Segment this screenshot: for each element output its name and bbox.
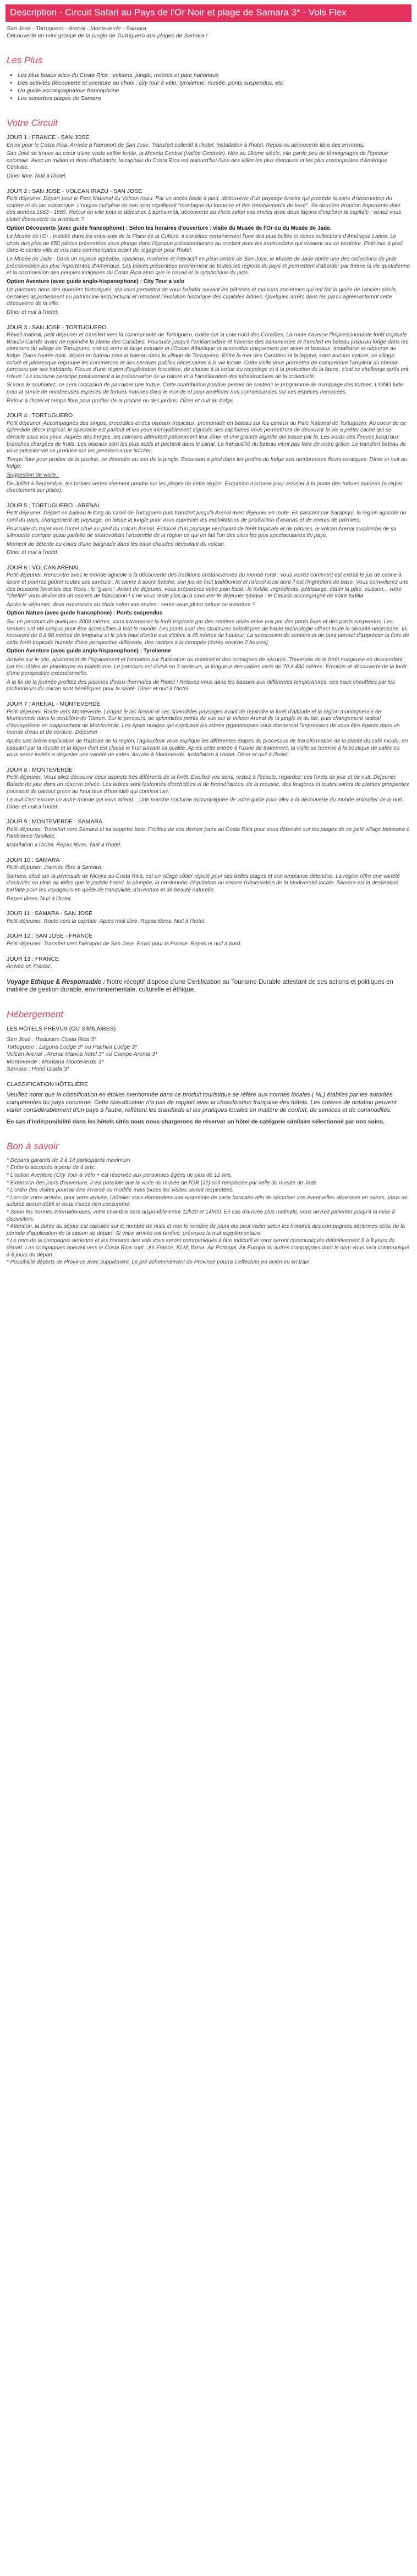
day-paragraph: Option Découverte (avec guide francophone) : Selon les horaires d'ouverture : visite du Musée de l'Or ou du Musée de Jade. [7,225,332,231]
section-heading-circuit: Votre Circuit [7,118,58,128]
day-title: JOUR 5 : TORTUGUERO - ARENAL [7,502,101,509]
note-item: * Selon les normes internationales, votre chambre sera disponible entre 12h30 et 14h00. En cas d'arrivée plus matinale, vous devrez patienter jusqu'à la mise à disposition. [7,1209,395,1222]
day-paragraph: De Juillet à Septembre, les tortues vertes viennent pondre sur les plages de cette région. Excursion nocturne pour assister à la ponte des tortues marines (a régler directement sur place). [7,480,403,494]
day-block [7,324,410,405]
day-block [7,134,410,180]
day-paragraph: Sur un parcours de quelques 3000 mètres, vous traverserez la forêt tropicale par des sentiers reliés entre eux par des ponts fixes et des ponts suspendus. Les sentiers ont été conçus pour être accessibles à tout le monde. Les ponts sont des structures métalliques de haute technologie offrant toute la sécurité nécessaire. Ils mesurent de 8 à 98 mètres de longueur et le plus haut d'entre eux s'élève à 45 mètres de hauteur. La succession de sentiers et de pont permet d'apprécier la flore de cette forêt tropicale humide d'une perspective différente, des racines a la canopée (durée environ 2 heures). [7,619,409,646]
day-paragraph: Moment de détente au cours d'une baignade dans les eaux chaudes découlant du volcan. [7,541,226,547]
day-block [7,767,410,811]
note-item: * Lors de votre arrivée, pour votre arrivée, l'hôtelier vous demandera une empreinte de carte bancaire afin de sécuriser vos éventuelles dépenses en extras. Vous ne subirez aucun débit si vous n'avez rien consommé. [7,1194,408,1208]
day-paragraph: Envol pour le Costa Rica. Arrivée à l'aéroport de San Jose. Transfert collectif à l'hotel. Installation à l'hotel. Repos ou découverte libre des environs. [7,142,365,148]
day-title: JOUR 4 : TORTUGUERO [7,412,73,419]
note-item: * Possibilité départs de Province avec supplément. Le pré acheminement de Province pourra s'effectuer en avion ou en train. [7,1259,311,1266]
note-item: * Enfants acceptés à partir de 4 ans. [7,1165,96,1171]
day-title: JOUR 9 : MONTEVERDE - SAMARA [7,818,102,826]
day-paragraph: Petit-déjeuner. Journée libre à Samara. [7,865,103,871]
plus-item: • Les superbes plages de Samara [18,95,411,102]
day-paragraph: Petit-déjeuner. Rencontre avec le monde agricole a la découverte des traditions costariciennes du monde rural : vous verrez comment est extrait le jus de canne à sucre et pourrez goûter toutes ses saveurs : la canne à sucre fraîche, son jus de fruit traditionnel et l'alcool local dont il est l'ingrédient de base. Vous convoiterez une des boissons favorites des Ticos : le "guaro". Avant de déjeuner, vous préparerez votre pain local : la tortilla. Ingrédients, pétrissage, étaler la pâte, cuisson... votre "chefité" vous deviendra un secrets de fabrication ! Il ne vous reste plus qu'à savourer le déjeuner typique : le Casado accompagné de votre tortilla. [7,572,409,600]
day-paragraph: Petit déjeuner. Départ pour le Parc National du Volcan Irazu. Par un accès facile à pied, découverte d'un paysage lunaire qui procède la zone d'observation du cratère et du lac volcanique. L'origine indigène de son nom signifierait "montagne du tonnerre et des tremblements de terre". Sa dernière éruption importante date des années 1963 - 1965. Retour en ville pour le déjeuner. L'après-midi, découverte au choix selon vos envies avec deux façons d'explorer la capitale : venez vous plutot découverte ou aventure ? [7,196,402,223]
hotel-item: Samara : Hotel Giada 3* [7,1066,69,1073]
hotel-item: Tortuguero : Laguna Lodge 3* ou Pachira Lodge 3* [7,1043,138,1050]
note-item: * Extension des jours d'ouverture, il est possible que la visite du musée de l'OR (J2) soit remplacée par celle du musée de Jade [7,1179,317,1186]
day-paragraph: Option Nature (avec guide francophone) : Ponts suspendus [7,610,163,617]
day-paragraph: Arrivée en France. [7,963,52,970]
ethique-label: Voyage Ethique & Responsable : [7,978,106,985]
day-paragraph: Réveil matinal, petit déjeuner et transfert vers la communauté de Tortuguero, isolée sur la cote nord des Caraïbes. La route traverse l'impressionnante forêt tropicale Braulio Carrillo avant de rejoindre la plaine des Caraïbes. Poursuite jusqu'à l'embarcadère et traverse des bananeraies et transfert en bateau jusqu'au lodge dans les alentours du village de Tortuguero, coincé entre la large estuaire et l'Océan Atlantique et accessible uniquement par avion et bateaux. Installation et déjeuner au lodge. Dans l'après-midi, départ en bateau pour la bateau dans le village de Tortuguero. Entre la mer des Caraïbes et la lagune, sans aucune voiture, ce village coloré et pittoresque regroupe les commerces et des services publics nécessaires à la vie locale. Cette visite vous permettra de comprendre l'ampleur du chemin parcouru par ses habitants. Fleuve d'une région d'exploitation forestière, de chasse à la tortue au recyclage et à la protection de la faune, c'est ce challenge qu'ils ont relevé ! Le tourisme participe positivement à la préservation de la nature et à l'amélioration des infrastructures de la collectivité. [7,332,409,380]
classification-text: Veuillez noter que la classification en étoiles mentionnée dans ce produit touristique se réfère aux normes locales ( NL) établies par les autorités compétentes du pays concerné. Cette classification n'a pas de rapport avec la classification française des hôtels. Les critères de notation peuvent varier considérablement d'un pays à l'autre, reflétant les standards et les pratiques locales en matière de confort, de services et de commodités. [7,1091,397,1114]
plus-item: • Les plus beaux sites du Costa Rica : volcans, jungle, rivières et parc nationaux [18,71,411,79]
day-paragraph: Après le déjeuner, deux excursions au choix selon vos envies : serez-vous plutot nature ou aventure ? [7,601,255,608]
day-paragraph: Un parcours dans des quartiers historiques, qui vous permettra de vous balader suivant les bâtisses et maisons anciennes qui ont fait la gloire de l'ancien siècle, certaines appartiennent au patrimoine architectural et retracent l'évolution historique des capitales latines. Quelques arrêts dans les parcs agrémenteront cette découverte de la ville. [7,287,398,307]
hotel-item: Volcan Arenal : Arenal Manoa hotel 3* ou Campo Arenal 3* [7,1051,157,1058]
plus-item: • Des activités découverte et aventure au choix : city tour à vélo, tyrolienne, musée, ponts suspendus, etc. [18,79,411,87]
day-title: JOUR 12 : SAN JOSE - FRANCE [7,933,93,940]
subtitle-line: San José - Tortuguero - Arenal - Monteverde - Samara [7,25,146,32]
day-title: JOUR 10 : SAMARA [7,856,60,863]
note-item: * L'option Aventure (City Tour à Vélo + est réservée aux personnes âgées de plus de 12 ans. [7,1172,232,1178]
itinerary [6,134,411,971]
day-block [7,564,410,693]
day-paragraph: Dîner libre. Nuit à l'hotel. [7,173,67,179]
day-paragraph: La nuit c'est encore un autre monde qui vous attend... Une marche nocturne accompagnée de votre guide pour aller a la découverte du monde animalier de la nuit. Dîner et nuit a l'hotel. [7,797,404,810]
day-paragraph: Le Musée de Jade : Dans un espace agréable, spacieux, moderne et interactif en plein centre de San Jose, le Musée de Jade abrite une des collections de jade précolombien les plus importantes d'Amérique. Les pièces présentées proviennent de toutes les régions du pays et permettent d'aborder par thème la vie quotidienne et la cosmovision des peuples indigènes du Costa Rica ainsi que le travail et la symbolique du jade. [7,256,410,276]
day-paragraph: Le Musée de l'Or : Installé dans les sous-sols de la Place de la Culture, il constitue certainement l'une des plus belles et riches collections d'Amérique Latine. Le choix des plus de 650 pièces présentées vous plonge dans l'époque précolombienne au contact avec les amérindiens qui vivaient sur ce territoire. Petit tour à pied dans le centre-ville et vos rues commerciales avant de regagner pour l'hotel. [7,234,403,254]
day-title: JOUR 8 : MONTEVERDE [7,766,73,773]
hotels-block [7,1026,410,1073]
hotel-item: San José : Radisson Costa Rica 5* [7,1036,97,1043]
day-title: JOUR 1 : FRANCE - SAN JOSE [7,134,90,141]
day-paragraph: Petit-déjeuner. Transfert vers l'aéroport de San Jose. Envol pour la France. Repas et nuit à bord. [7,941,242,947]
note-item: * Départs garantis de 2 à 14 participants maximum [7,1157,130,1164]
section-heading-bon-a-savoir: Bon à savoir [7,1140,59,1151]
day-block [7,933,410,948]
day-paragraph: Dîner et nuit à l'hotel. [7,550,59,556]
day-title: JOUR 6 : VOLCAN ARENAL [7,564,80,571]
ethique-block [7,978,410,994]
day-block [7,956,410,971]
day-paragraph: San José se trouve au cœur d'une vaste vallée fertile, la Meseta Central (Vallée Centrale). Née au 18ème siècle, elle garde peu de témoignages de l'époque coloniale. Avec un million et demi d'habitants, la capitale du Costa Rica est aujourd'hui l'une des villes les plus étendues et les plus cosmopolites d'Amérique Centrale. [7,151,388,171]
plus-item: • Un guide accompagnateur francophone [18,87,411,95]
day-paragraph: Si vous le souhaitez, ce sera l'occasion de parrainer une tortue. Cette contribution positive permet de soutenir le programme de marquage des tortues: L'ONG lutte pour la survie de nombreuses espèces de tortues marines dans le monde et pour améliorer nos connaissances sur ces espèces menacées. [7,382,403,395]
day-paragraph: À la fin de la journée profitez des piscines d'eaux thermales de l'hotel ! Relaxez-vous dans les bassins aux différentes températures, ces eaux chauffées par les profondeurs du volcan sont bénéfiques pour la santé. Dîner et nuit à l'hotel. [7,679,395,693]
day-block [7,910,410,925]
classification-title: CLASSIFICATION HÔTELIÈRE [7,1081,88,1088]
page-title: Description - Circuit Safari au Pays de l'Or Noir et plage de Samara 3* - Vols Flex [6,4,411,22]
hotels-title: LES HÔTELS PRÉVUS (OU SIMILAIRES) [7,1025,116,1032]
day-paragraph: Petit-déjeuner. Route vers Monteverde. Longez le lac Arenal et ses splendides paysages avant de rejoindre la forêt d'altitude et la région montagneuse de Monteverde dans la cordillère de Tilaran. Sur le parcours, de splendides points de vue sur le volcan Arenal de la jungle et du lac, puis changement radical d'écosystème en s'approchant de Monteverde. Les épais nuages qui enjolivent les arbres gigantesques vous donneront l'impression de vous être égarés dans un monde d'eau et de verdure. Déjeuner. [7,708,400,736]
day-paragraph: Samara, situé sur la péninsule de Nicoya au Costa Rica, est un village côtier réputé pour ses belles plages et son ambiance détendue. La région offre une variété d'activités en plein air telles que le paddle board, la plongée, la randonnée, l'équitation ou encore l'observation de la biodiversité locale. Samara est la destination parfaite pour les voyageurs en quête de tranquillité, d'aventure et de beauté naturelle. [7,873,400,894]
day-paragraph: Option Aventure (avec guide anglo-hispanophone) : City Tour a velo [7,278,184,285]
day-title: JOUR 3 : SAN JOSE - TORTUGUERO [7,324,107,331]
notes-list [7,1157,410,1266]
subtitle-line: Découverte en mini-groupe de la jungle de Tortuguero aux plages de Samara ! [7,32,208,39]
day-paragraph: Petit déjeuner. Accompagnés des singes, crocodiles et des oiseaux tropicaux, promenade en bateau sur les canaux du Parc National de Tortuguero. Au coeur de ce splendide décor tropical, le spectacle est partout et les yeux incroyablement aiguisés des capitaines vous permettront de découvrir la vie a prêter caché qui se déroule sous vos yeux. Auprès des berges, les caimans attendent patiemment leur dîner et une grande aigrette qui passe par la. Les bords des fleuves jusqu'aux branches chargées de fruits. Les oiseaux sont les plus actifs et pechent dans le canal. La tranquillité du bateau vient pas faire de notre grâce. Le transfert bateau de vous puissiez vie se produire sur les premiers a rire tirlicker. [7,420,407,455]
day-block [7,857,410,903]
hotel-list [7,1036,410,1073]
note-item: * Le nom de la compagnie aérienne et les horaires des vols vous seront communiqués à titre indicatif et vous seront communiqués définitivement 6 à 8 jours du départ. Les compagnies opérant vers le Costa Rica sont : Air France, KLM, Iberia, Air Portugal, Air Europa ou autres compagnies dont le nom vous sera communiqué à 8 jours du départ. [7,1238,410,1258]
section-heading-hebergement: Hébergement [7,1009,64,1020]
day-paragraph: Option Aventure (avec guide anglo-hispanophone) : Tyrolienne [7,648,171,655]
section-heading-plus: Les Plus [7,55,43,65]
day-title: JOUR 7 : ARENAL - MONTEVERDE [7,700,101,707]
page [6,0,411,1272]
day-paragraph: Installation a l'hotel. Repas libres. Nuit a l'hotel. [7,842,122,849]
day-block [7,818,410,849]
day-paragraph: Suggestion de visite : [7,472,59,478]
note-item: * Attention, la durée du séjour est calculée sur le nombre de nuits et non le nombre de jours qui peut varier selon les horaires des compagnies aériennes et/ou de la période d'application de la saison de départ. Si votre arrivée est tardive, prévoyez la nuit supplémentaire. [7,1223,405,1237]
day-paragraph: Petit-déjeuner. Vous allez découvrir deux aspects très différents de la forêt. Éveillez vos sens, restez à l'écoute, regardez: ces forets de jour et de nuit. Déjeuner. Balade de jour dans un réserve privée. Les arbres sont festonnés d'orchidées et de broméliacées, de la mousse, des fougères et toutes sortes de plantes grimpantes poussent de partout grace au haut taux d'humidité qui contient l'air. [7,774,409,795]
plus-list [6,71,411,102]
day-block [7,412,410,495]
classification-note: En cas d'indisponibilité dans les hôtels cités nous nous chargerons de réserver un hôtel de catégorie similaire sélectionné par nos soins. [7,1118,385,1125]
day-title: JOUR 13 : FRANCE [7,955,59,962]
day-paragraph: Après une brève explication de l'histoire de la région, l'agriculteur vous explique les différentes étapes du processus de transformation de la plante du café moulu, en passant par la récolte et la façon dont est classé le fruit suivant sa qualité. Après cette entrée à l'usine de traitement, la visite se termine à la boutique de cafés où vous serez invités a déguster une variété de cafés. Arrivée à Monteverde. Installation à l'hotel. Dîner et nuit à l'hotel. [7,738,408,758]
page-subtitle [7,25,410,40]
day-paragraph: Poursuite du trajet vers l'hotel situé au pied du volcan Arenal. Entouré d'un paysage verdoyant de forêt tropicale et de pâtures, le volcan Arenal surplombe de sa silhouette conique quasi parfaite de stratovolcan l'ensemble de la région ce qui en fait l'un des sites les plus spectaculaires du pays. [7,525,397,539]
day-paragraph: Petit déjeuner. Départ en bateau le long du canal de Tortuguero puis transfert jusqu'à Arenal avec déjeuner en route. En passant par Sarapiqui, la région agricole du nord du pays, changement de paysage, on laisse la jungle pour vous apprécier les exploitations de production d'ananas et de coeurs de palmiers. [7,510,407,523]
day-title: JOUR 2 : SAN JOSE - VOLCAN IRAZU - SAN JOSE [7,187,142,195]
ethique-text: Notre réceptif dispose d'une Certification au Tourisme Durable attestant de ses actions et politiques en matière de gestion durable, environnementale, culturelle et éthique. [7,978,393,993]
day-block [7,701,410,759]
day-paragraph: Arrivée sur le site, ajustement de l'équipement et formation sur l'utilisation du matériel et des consignes de sécurité. Traversée de la forêt nuageuse en descendant par les câbles de plateforme en plateforme. Le parcours est divisé en 3 secteurs, la longueur des cables varie de 70 à 430 mètres. Émotion et découverte de la forêt d'une perspective exceptionnelle. [7,657,407,677]
day-paragraph: Dîner et nuit à l'hotel. [7,309,59,316]
day-paragraph: Temps libre pour profiter de la piscine, se détendre au son de la jungle. Excursion a pied dans les jardins du lodge aux nombreuses fleurs exotiques. Dîner et nuit au lodge. [7,456,407,470]
day-block [7,188,410,317]
day-paragraph: Petit-déjeuner. Route vers la capitale. Après midi libre. Repas libres. Nuit à l'hotel. [7,918,206,924]
hotel-item: Monteverde : Montana Monteverde 3* [7,1058,104,1065]
day-title: JOUR 11 : SAMARA - SAN JOSE [7,910,93,917]
day-paragraph: Repas libres. Nuit à l'hotel. [7,895,72,902]
day-paragraph: Retour à l'hotel et temps libre pour profiter de la piscine ou des jardins. Dîner et nuit au lodge. [7,397,234,404]
day-block [7,502,410,557]
day-paragraph: Petit-déjeuner. Transfert vers Samara et sa superbe baie. Profitez de vos dernier jours au Costa Rica pour vous détendre sur les plages de ce petit village balnéaire à l'ambiance familiale. [7,826,410,840]
note-item: * L'ordre des visites pourrait être inversé ou modifié mais toutes les visites seront respectées. [7,1187,234,1194]
